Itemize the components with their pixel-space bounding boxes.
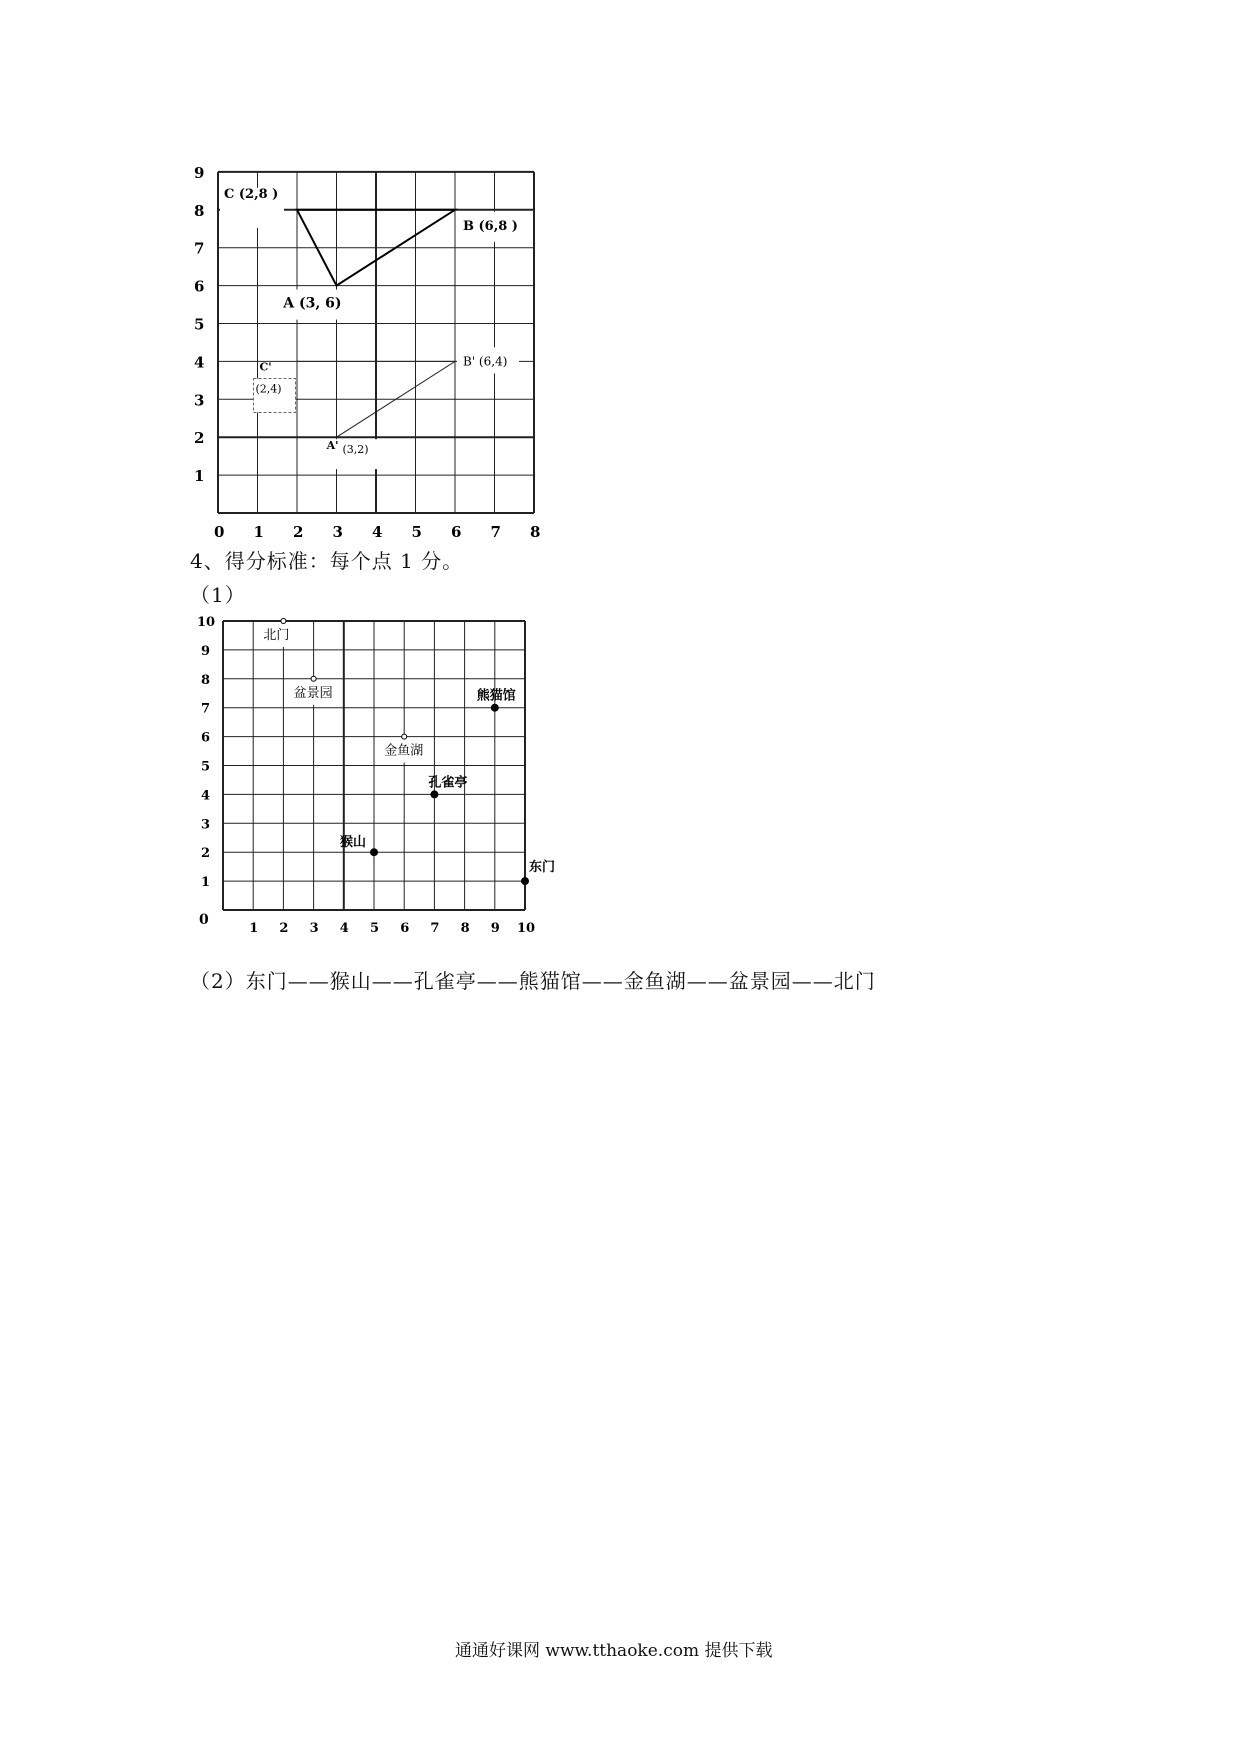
x-tick-label: 1 [249, 921, 259, 936]
place-point [402, 734, 407, 739]
place-label: 盆景园 [293, 685, 333, 701]
scoring-criteria: 4、得分标准：每个点 1 分。 [190, 549, 464, 573]
x-tick-label: 8 [530, 523, 541, 540]
point-label-a-prime-coord: (3,2) [342, 443, 369, 457]
y-tick-label: 3 [201, 817, 211, 833]
y-tick-label: 4 [201, 788, 211, 804]
y-tick-label: 4 [194, 353, 205, 372]
place-label: 孔雀亭 [428, 775, 468, 791]
y-tick-label: 6 [201, 730, 211, 746]
place-label: 熊猫馆 [476, 688, 516, 704]
x-tick-label: 1 [253, 523, 264, 540]
y-tick-label: 9 [201, 643, 211, 659]
point-label-a-prime: A' [326, 439, 339, 453]
x-tick-label: 10 [517, 921, 536, 936]
footer-credit: 通通好课网 www.tthaoke.com 提供下载 [455, 1641, 773, 1661]
y-tick-label: 3 [194, 391, 205, 410]
y-tick-label: 5 [201, 759, 211, 775]
y-tick-label: 8 [194, 201, 205, 220]
place-label: 东门 [529, 860, 556, 876]
y-tick-label: 1 [201, 875, 211, 891]
y-tick-label: 1 [194, 467, 205, 486]
y-tick-label: 5 [194, 315, 205, 334]
point-label-c-prime-coord: (2,4) [255, 382, 282, 396]
point-label-c: C (2,8 ) [224, 186, 279, 202]
x-tick-label: 0 [214, 523, 225, 540]
x-tick-label: 3 [309, 921, 319, 936]
x-tick-label: 2 [293, 523, 304, 540]
place-label: 金鱼湖 [384, 743, 424, 759]
place-point [431, 791, 438, 798]
place-point [491, 704, 498, 711]
y-tick-label: 9 [194, 163, 205, 182]
y-tick-label: 7 [201, 701, 211, 717]
x-tick-label: 7 [430, 921, 440, 936]
place-point [281, 619, 286, 624]
point-label-a: A (3, 6) [283, 295, 342, 312]
place-label: 北门 [263, 628, 290, 643]
y-tick-label: 2 [201, 846, 211, 862]
x-tick-label: 4 [339, 921, 349, 936]
place-label: 猴山 [340, 835, 367, 851]
graph1-triangle-grid [180, 140, 560, 540]
y-tick-label: 10 [197, 615, 216, 630]
route-answer: （2）东门——猴山——孔雀亭——熊猫馆——金鱼湖——盆景园——北门 [190, 969, 876, 993]
point-label-b: B (6,8 ) [463, 218, 518, 234]
y-tick-label: 6 [194, 277, 205, 296]
place-point [371, 849, 378, 856]
x-tick-label: 7 [490, 523, 501, 540]
x-tick-label: 6 [451, 523, 462, 540]
place-point [522, 878, 529, 885]
y-tick-label: 8 [201, 672, 211, 688]
origin-label: 0 [199, 912, 209, 928]
place-point [311, 676, 316, 681]
x-tick-label: 2 [279, 921, 289, 936]
y-tick-label: 7 [194, 239, 205, 258]
x-tick-label: 5 [370, 921, 380, 936]
part-1-label: （1） [190, 583, 246, 607]
x-tick-label: 3 [332, 523, 343, 540]
x-tick-label: 9 [490, 921, 500, 936]
x-tick-label: 8 [460, 921, 470, 936]
graph2-park-map [185, 610, 585, 950]
point-label-c-prime: C' [259, 360, 272, 374]
x-tick-label: 6 [400, 921, 410, 936]
y-tick-label: 2 [194, 429, 205, 448]
point-label-b-prime: B' (6,4) [463, 354, 508, 369]
x-tick-label: 5 [411, 523, 422, 540]
x-tick-label: 4 [372, 523, 383, 540]
